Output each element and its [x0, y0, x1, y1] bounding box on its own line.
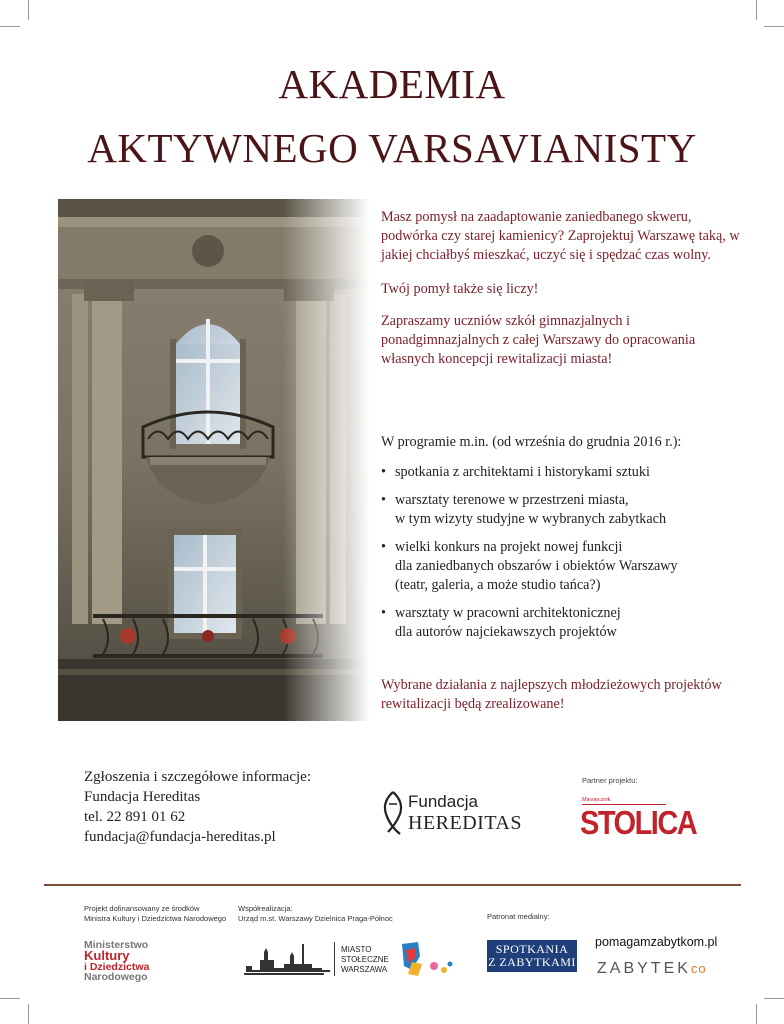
intro-paragraph-1: Masz pomysł na zaadaptowanie zaniedbanego skweru, podwórka czy starej kamienicy? Zaprojektuj Warszawę taką, w jakiej chciałbyś mieszkać, uczyć się i spędzać czas wolny.	[381, 209, 740, 263]
program-item-text: spotkania z architektami i historykami sztuki	[395, 464, 650, 480]
footer-divider	[44, 884, 741, 886]
warsaw-skyline-icon	[238, 942, 330, 976]
ministry-logo	[84, 940, 149, 982]
patronage-label: Patronat medialny:	[487, 912, 550, 921]
warszawa-logo	[341, 945, 389, 975]
zabytek-logo	[597, 960, 707, 978]
stolica-subtitle: Miesięcznik	[582, 797, 611, 803]
bullet: •	[381, 605, 386, 621]
zabytek-logo-main: ZABYTEK	[597, 960, 691, 977]
list-item	[381, 604, 751, 642]
warszawa-logo-line-3: WARSZAWA	[341, 965, 388, 974]
crop-mark	[764, 26, 784, 27]
program-item-text: warsztaty terenowe w przestrzeni miasta, w tym wizyty studyjne w wybranych zabytkach	[395, 492, 667, 527]
contact-block	[84, 767, 311, 847]
spotkania-logo-line-2: Z ZABYTKAMI	[488, 955, 576, 969]
contact-heading: Zgłoszenia i szczegółowe informacje:	[84, 769, 311, 785]
crop-mark	[764, 998, 784, 999]
ministry-logo-line-1: Ministerstwo	[84, 939, 149, 951]
warszawa-logo-line-1: MIASTO	[341, 945, 372, 954]
contact-organization: Fundacja Hereditas	[84, 789, 201, 805]
intro-paragraph-2: Twój pomył także się liczy!	[381, 281, 539, 297]
bullet: •	[381, 492, 386, 508]
hereditas-logo-line-2: HEREDITAS	[408, 812, 523, 834]
crop-mark	[0, 26, 20, 27]
outro-text: Wybrane działania z najlepszych młodzieżowych projektów rewitalizacji będą zrealizowane!	[381, 677, 722, 712]
list-item	[381, 491, 751, 529]
contact-phone[interactable]: tel. 22 891 01 62	[84, 809, 186, 825]
list-item	[381, 463, 751, 482]
logo-separator	[334, 942, 335, 976]
funding-note	[84, 904, 226, 924]
crop-mark	[28, 0, 29, 20]
program-item-text: wielki konkurs na projekt nowej funkcji dla zaniedbanych obszarów i obiektów Warszawy (teatr, galeria, a może studio tańca?)	[395, 539, 678, 593]
program-list	[381, 463, 751, 642]
funding-line-1: Projekt dofinansowany ze środków	[84, 904, 200, 913]
partner-label: Partner projektu:	[582, 776, 638, 785]
crop-mark	[756, 1004, 757, 1024]
spotkania-z-zabytkami-logo	[487, 940, 577, 972]
hereditas-emblem-icon	[380, 790, 406, 836]
spotkania-logo-line-1: SPOTKANIA	[495, 942, 569, 956]
funding-line-2: Ministra Kultury i Dziedzictwa Narodowego	[84, 914, 227, 923]
contact-email[interactable]: fundacja@fundacja-hereditas.pl	[84, 829, 276, 845]
crop-mark	[0, 998, 20, 999]
pomagamzabytkom-logo[interactable]: pomagamzabytkom.pl	[595, 935, 718, 949]
page-title-line-2: AKTYWNEGO VARSAVIANISTY	[87, 125, 697, 171]
hereditas-logo	[380, 790, 540, 840]
praga-district-logo-icon	[398, 940, 456, 980]
warszawa-logo-line-2: STOŁECZNE	[341, 955, 389, 964]
intro-text	[381, 208, 741, 384]
ministry-logo-line-4: Narodowego	[84, 971, 148, 983]
program-section	[381, 433, 751, 651]
intro-paragraph-3: Zapraszamy uczniów szkół gimnazjalnych i ponadgimnazjalnych z całej Warszawy do opracowania własnych koncepcji rewitalizacji miasta!	[381, 313, 696, 367]
ministry-logo-line-3: i Dziedzictwa	[84, 961, 150, 973]
program-item-text: warsztaty w pracowni architektonicznej dla autorów najciekawszych projektów	[395, 605, 621, 640]
cooperation-line-1: Współrealizacja:	[238, 904, 293, 913]
ministry-logo-line-2: Kultury	[84, 948, 130, 963]
stolica-logo: STOLICA	[580, 805, 697, 842]
bullet: •	[381, 464, 386, 480]
crop-mark	[756, 0, 757, 20]
zabytek-logo-suffix: co	[690, 961, 707, 976]
cooperation-line-2: Urząd m.st. Warszawy Dzielnica Praga-Północ	[238, 914, 393, 923]
hereditas-logo-line-1: Fundacja	[408, 792, 478, 811]
program-heading: W programie m.in. (od września do grudnia 2016 r.):	[381, 434, 682, 450]
page-title-line-1: AKADEMIA	[278, 61, 506, 107]
list-item	[381, 538, 751, 595]
cooperation-note	[238, 904, 393, 924]
crop-mark	[28, 1004, 29, 1024]
building-facade-photo	[58, 199, 370, 721]
bullet: •	[381, 539, 386, 555]
